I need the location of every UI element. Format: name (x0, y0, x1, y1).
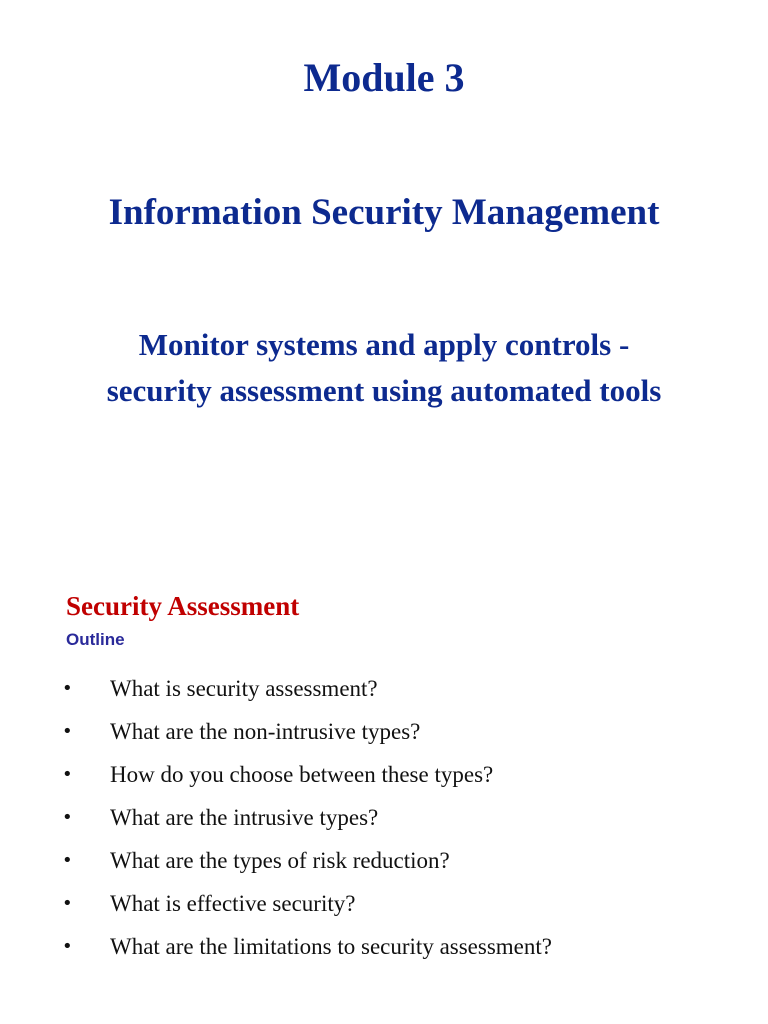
module-title: Module 3 (303, 55, 465, 100)
list-item (0, 843, 768, 886)
list-item (0, 757, 768, 800)
list-item (0, 886, 768, 929)
list-item-text: What are the types of risk reduction? (110, 848, 450, 873)
bullet-icon: • (62, 936, 73, 957)
list-item-text: How do you choose between these types? (110, 762, 494, 787)
list-item-text: What are the intrusive types? (110, 805, 379, 830)
list-item (0, 714, 768, 757)
list-item-text: What is effective security? (110, 891, 356, 916)
bullet-icon: • (62, 764, 73, 785)
list-item (0, 929, 768, 972)
slide-subtitle (0, 322, 768, 414)
list-item (0, 800, 768, 843)
outline-list (0, 671, 768, 972)
main-title: Information Security Management (108, 192, 660, 233)
list-item-text: What are the limitations to security assessment? (110, 934, 552, 959)
section-heading: Security Assessment (66, 591, 300, 621)
bullet-icon: • (62, 807, 73, 828)
bullet-icon: • (62, 850, 73, 871)
list-item-text: What are the non-intrusive types? (110, 719, 421, 744)
section-subheading: Outline (66, 630, 125, 649)
bullet-icon: • (62, 721, 73, 742)
subtitle-line-2: security assessment using automated tools (106, 373, 662, 408)
list-item-text: What is security assessment? (110, 676, 378, 701)
bullet-icon: • (62, 678, 73, 699)
list-item (0, 671, 768, 714)
bullet-icon: • (62, 893, 73, 914)
subtitle-line-1: Monitor systems and apply controls - (138, 327, 630, 362)
